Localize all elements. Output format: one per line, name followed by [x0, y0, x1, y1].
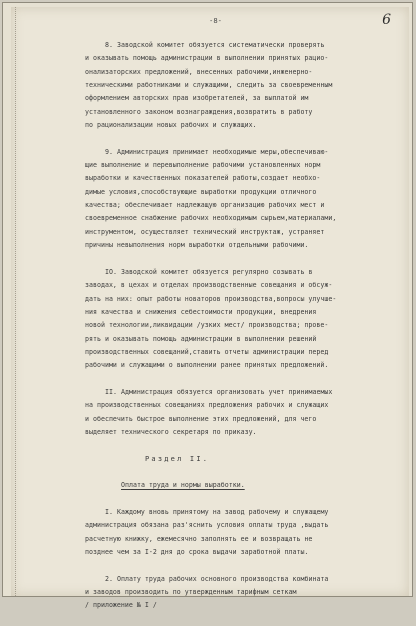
paragraph-list	[85, 39, 403, 439]
text-line: позднее чем за I-2 дня до срока выдачи заработной платы.	[85, 548, 309, 557]
text-line: ния качества и снижения себестоимости продукции, внедрения	[85, 307, 317, 316]
text-line: производственных совещаний,ставить отчеты администрации перед	[85, 347, 329, 356]
text-line: расчетную книжку, ежемесячно заполнять ее и возвращать не	[85, 534, 313, 543]
text-line: качества; обеспечивает надлежащую организацию рабочих мест и	[85, 201, 325, 210]
document-body	[85, 39, 403, 626]
text-line: онализаторских предложений, внесенных рабочими,инженерно-	[85, 67, 313, 76]
handwritten-page-number: 6	[382, 12, 391, 28]
paragraph	[85, 573, 403, 613]
paragraph	[85, 146, 403, 253]
text-line: димые условия,способствующие выработки продукции отличного	[85, 187, 317, 196]
text-line: 2. Оплату труда рабочих основного производства комбината	[105, 574, 329, 583]
text-line: 8. Заводской комитет обязуется систематически проверять	[105, 41, 325, 49]
text-line: выделяет технического секретаря по приказу.	[85, 427, 257, 436]
section-paragraph-list	[85, 506, 403, 613]
text-line: и заводов производить по утвержденным тарифным сеткам	[85, 588, 297, 597]
text-line: I. Каждому вновь принятому на завод рабочему и служащему	[105, 508, 329, 517]
text-line: заводах, в цехах и отделах производственные совещания и обсуж-	[85, 281, 333, 290]
text-line: рабочими и служащими о выполнении ранее принятых предложений.	[85, 361, 329, 370]
text-line: инструментом, осуществляет технический инструктаж, устраняет	[85, 227, 325, 236]
text-line: новой технологии,ликвидации /узких мест/ производства; прове-	[85, 321, 329, 330]
text-line: своевременное снабжение рабочих необходимым сырьем,материалами,	[85, 214, 337, 223]
page-number: -8-	[209, 16, 222, 25]
binding-edge	[15, 7, 19, 596]
text-line: администрация обязана раз'яснить условия оплаты труда ,выдать	[85, 521, 329, 530]
text-line: установленного законом вознаграждения,возвратить в работу	[85, 107, 313, 116]
text-line: причины невыполнения норм выработки отдельными рабочими.	[85, 241, 309, 250]
text-line: оформлением авторских прав изобретателей, за выплатой им	[85, 94, 309, 103]
paragraph	[85, 39, 403, 132]
text-line: и обеспечить быстрое выполнение этих предложений, для чего	[85, 414, 317, 423]
text-line: техническими работниками и служащими, следить за своевременным	[85, 81, 333, 90]
text-line: на производственных совещаниях предложения рабочих и служащих	[85, 401, 329, 410]
document-page	[11, 7, 409, 610]
section-heading: Раздел II.	[145, 454, 210, 463]
text-line: IO. Заводской комитет обязуется регулярно созывать в	[105, 267, 313, 276]
section-heading-block	[85, 453, 403, 493]
text-line: по рационализации новых рабочих и служащих.	[85, 121, 257, 130]
paragraph	[85, 506, 403, 559]
text-line: 9. Администрация принимает необходимые меры,обеспечиваю-	[105, 147, 329, 156]
paragraph	[85, 266, 403, 373]
text-line: выработки и качественных показателей работы,создает необхо-	[85, 174, 321, 183]
scan-frame	[2, 2, 413, 610]
text-line: / приложение № I /	[85, 601, 157, 610]
text-line: рять и оказывать помощь администрации в выполнении решений	[85, 334, 317, 343]
text-line: II. Администрация обязуется организовать учет принимаемых	[105, 387, 333, 396]
text-line: и оказывать помощь администрации в выполнении принятых рацио-	[85, 54, 329, 63]
text-line: дать на них: опыт работы новаторов производства,вопросы улучше-	[85, 294, 337, 303]
section-subheading: Оплата труда и нормы выработки.	[121, 481, 245, 490]
text-line: щие выполнение и перевыполнение рабочими установленных норм	[85, 161, 321, 170]
paragraph	[85, 386, 403, 439]
